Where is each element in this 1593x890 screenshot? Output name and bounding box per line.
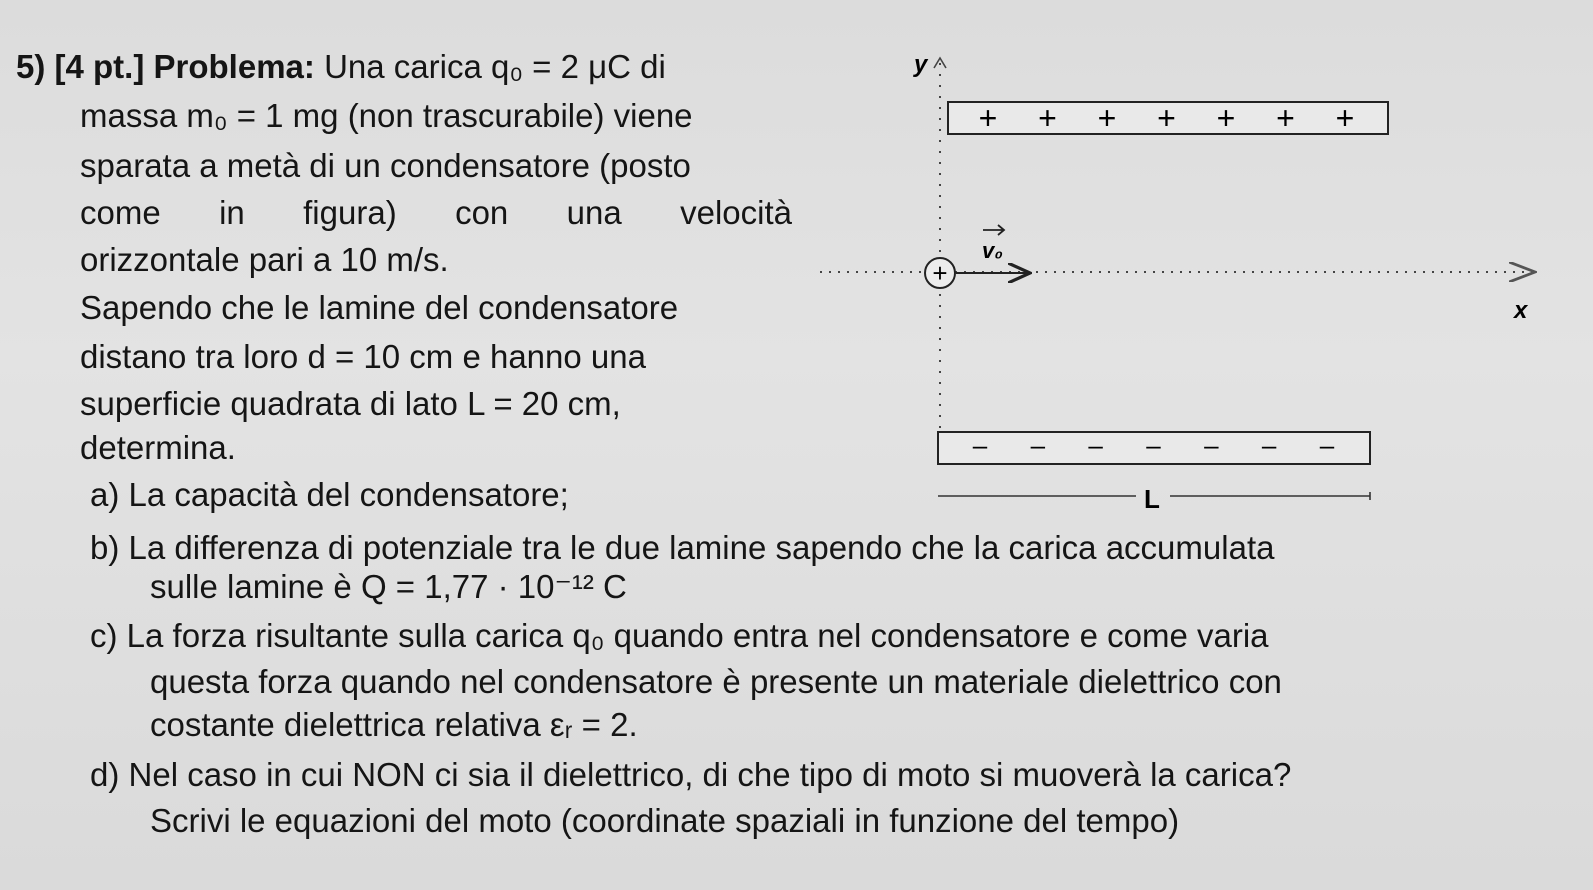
item-a-letter: a): [90, 476, 120, 513]
item-d-line-1: Nel caso in cui NON ci sia il dielettrico, di che tipo di moto si muoverà la carica?: [128, 756, 1292, 793]
item-b-line-1: La differenza di potenziale tra le due lamine sapendo che la carica accumulata: [128, 529, 1275, 566]
top-plate-sign: +: [1157, 100, 1176, 136]
item-c-line-2: questa forza quando nel condensatore è presente un materiale dielettrico con: [150, 663, 1282, 700]
intro-line-3: sparata a metà di un condensatore (posto: [80, 147, 691, 184]
velocity-vector-arrow-icon: [983, 225, 1004, 235]
top-plate-sign: +: [978, 100, 998, 136]
item-c: [90, 616, 1269, 656]
top-plate-sign: +: [1038, 100, 1057, 136]
item-c-line-1: La forza risultante sulla carica q₀ quando entra nel condensatore e come varia: [126, 617, 1269, 654]
intro-line-5: orizzontale pari a 10 m/s.: [80, 241, 449, 278]
x-axis-label: x: [1514, 297, 1528, 324]
velocity-label: v₀: [982, 238, 1003, 263]
intro-line-4: [80, 193, 792, 233]
bottom-plate-sign: –: [972, 430, 988, 460]
item-b-line-2: sulle lamine è Q = 1,77 · 10⁻¹² C: [150, 568, 627, 605]
top-plate-sign: +: [1335, 100, 1355, 136]
item-c-line-3: costante dielettrica relativa εᵣ = 2.: [150, 706, 638, 743]
intro-line-7: distano tra loro d = 10 cm e hanno una: [80, 338, 646, 375]
problem-points: [4 pt.]: [54, 48, 145, 85]
intro-line-4-word: con: [455, 194, 509, 231]
problem-heading: Problema:: [153, 48, 315, 85]
intro-line-4-word: velocità: [680, 194, 792, 231]
bottom-plate-sign: –: [1088, 430, 1103, 460]
item-b-letter: b): [90, 529, 120, 566]
length-label: L: [1144, 484, 1160, 514]
intro-line-6: Sapendo che le lamine del condensatore: [80, 289, 679, 326]
item-d: [90, 755, 1291, 795]
intro-line-2: massa m₀ = 1 mg (non trascurabile) viene: [80, 97, 693, 134]
bottom-plate-sign: –: [1319, 430, 1335, 460]
item-d-letter: d): [90, 756, 120, 793]
top-plate-sign: +: [1097, 100, 1117, 136]
item-d-line-2: Scrivi le equazioni del moto (coordinate spaziali in funzione del tempo): [150, 802, 1180, 839]
item-a: [90, 475, 569, 515]
intro-line-4-word: in: [219, 194, 245, 231]
charge-symbol: +: [932, 258, 948, 288]
capacitor-diagram: [800, 40, 1560, 520]
bottom-plate-sign: –: [1261, 430, 1277, 460]
y-axis-label: y: [914, 51, 928, 78]
intro-line-4-word: una: [566, 194, 622, 231]
bottom-plate-sign: –: [1030, 430, 1046, 460]
problem-number: 5): [16, 48, 46, 85]
top-plate-sign: +: [1276, 100, 1295, 136]
bottom-plate-sign: –: [1146, 430, 1161, 460]
item-a-line-1: La capacità del condensatore;: [128, 476, 569, 513]
intro-line-4-word: figura): [303, 194, 397, 231]
item-c-letter: c): [90, 617, 118, 654]
bottom-plate-sign: –: [1204, 430, 1219, 460]
problem-header-line: [16, 47, 666, 87]
top-plate-sign: +: [1216, 100, 1236, 136]
intro-line-8: superficie quadrata di lato L = 20 cm,: [80, 385, 621, 422]
intro-line-9: determina.: [80, 429, 236, 466]
item-b: [90, 528, 1274, 568]
intro-line-1: Una carica q₀ = 2 μC di: [324, 48, 666, 85]
y-axis-arrowhead: [934, 58, 946, 68]
intro-line-4-word: come: [80, 194, 161, 231]
